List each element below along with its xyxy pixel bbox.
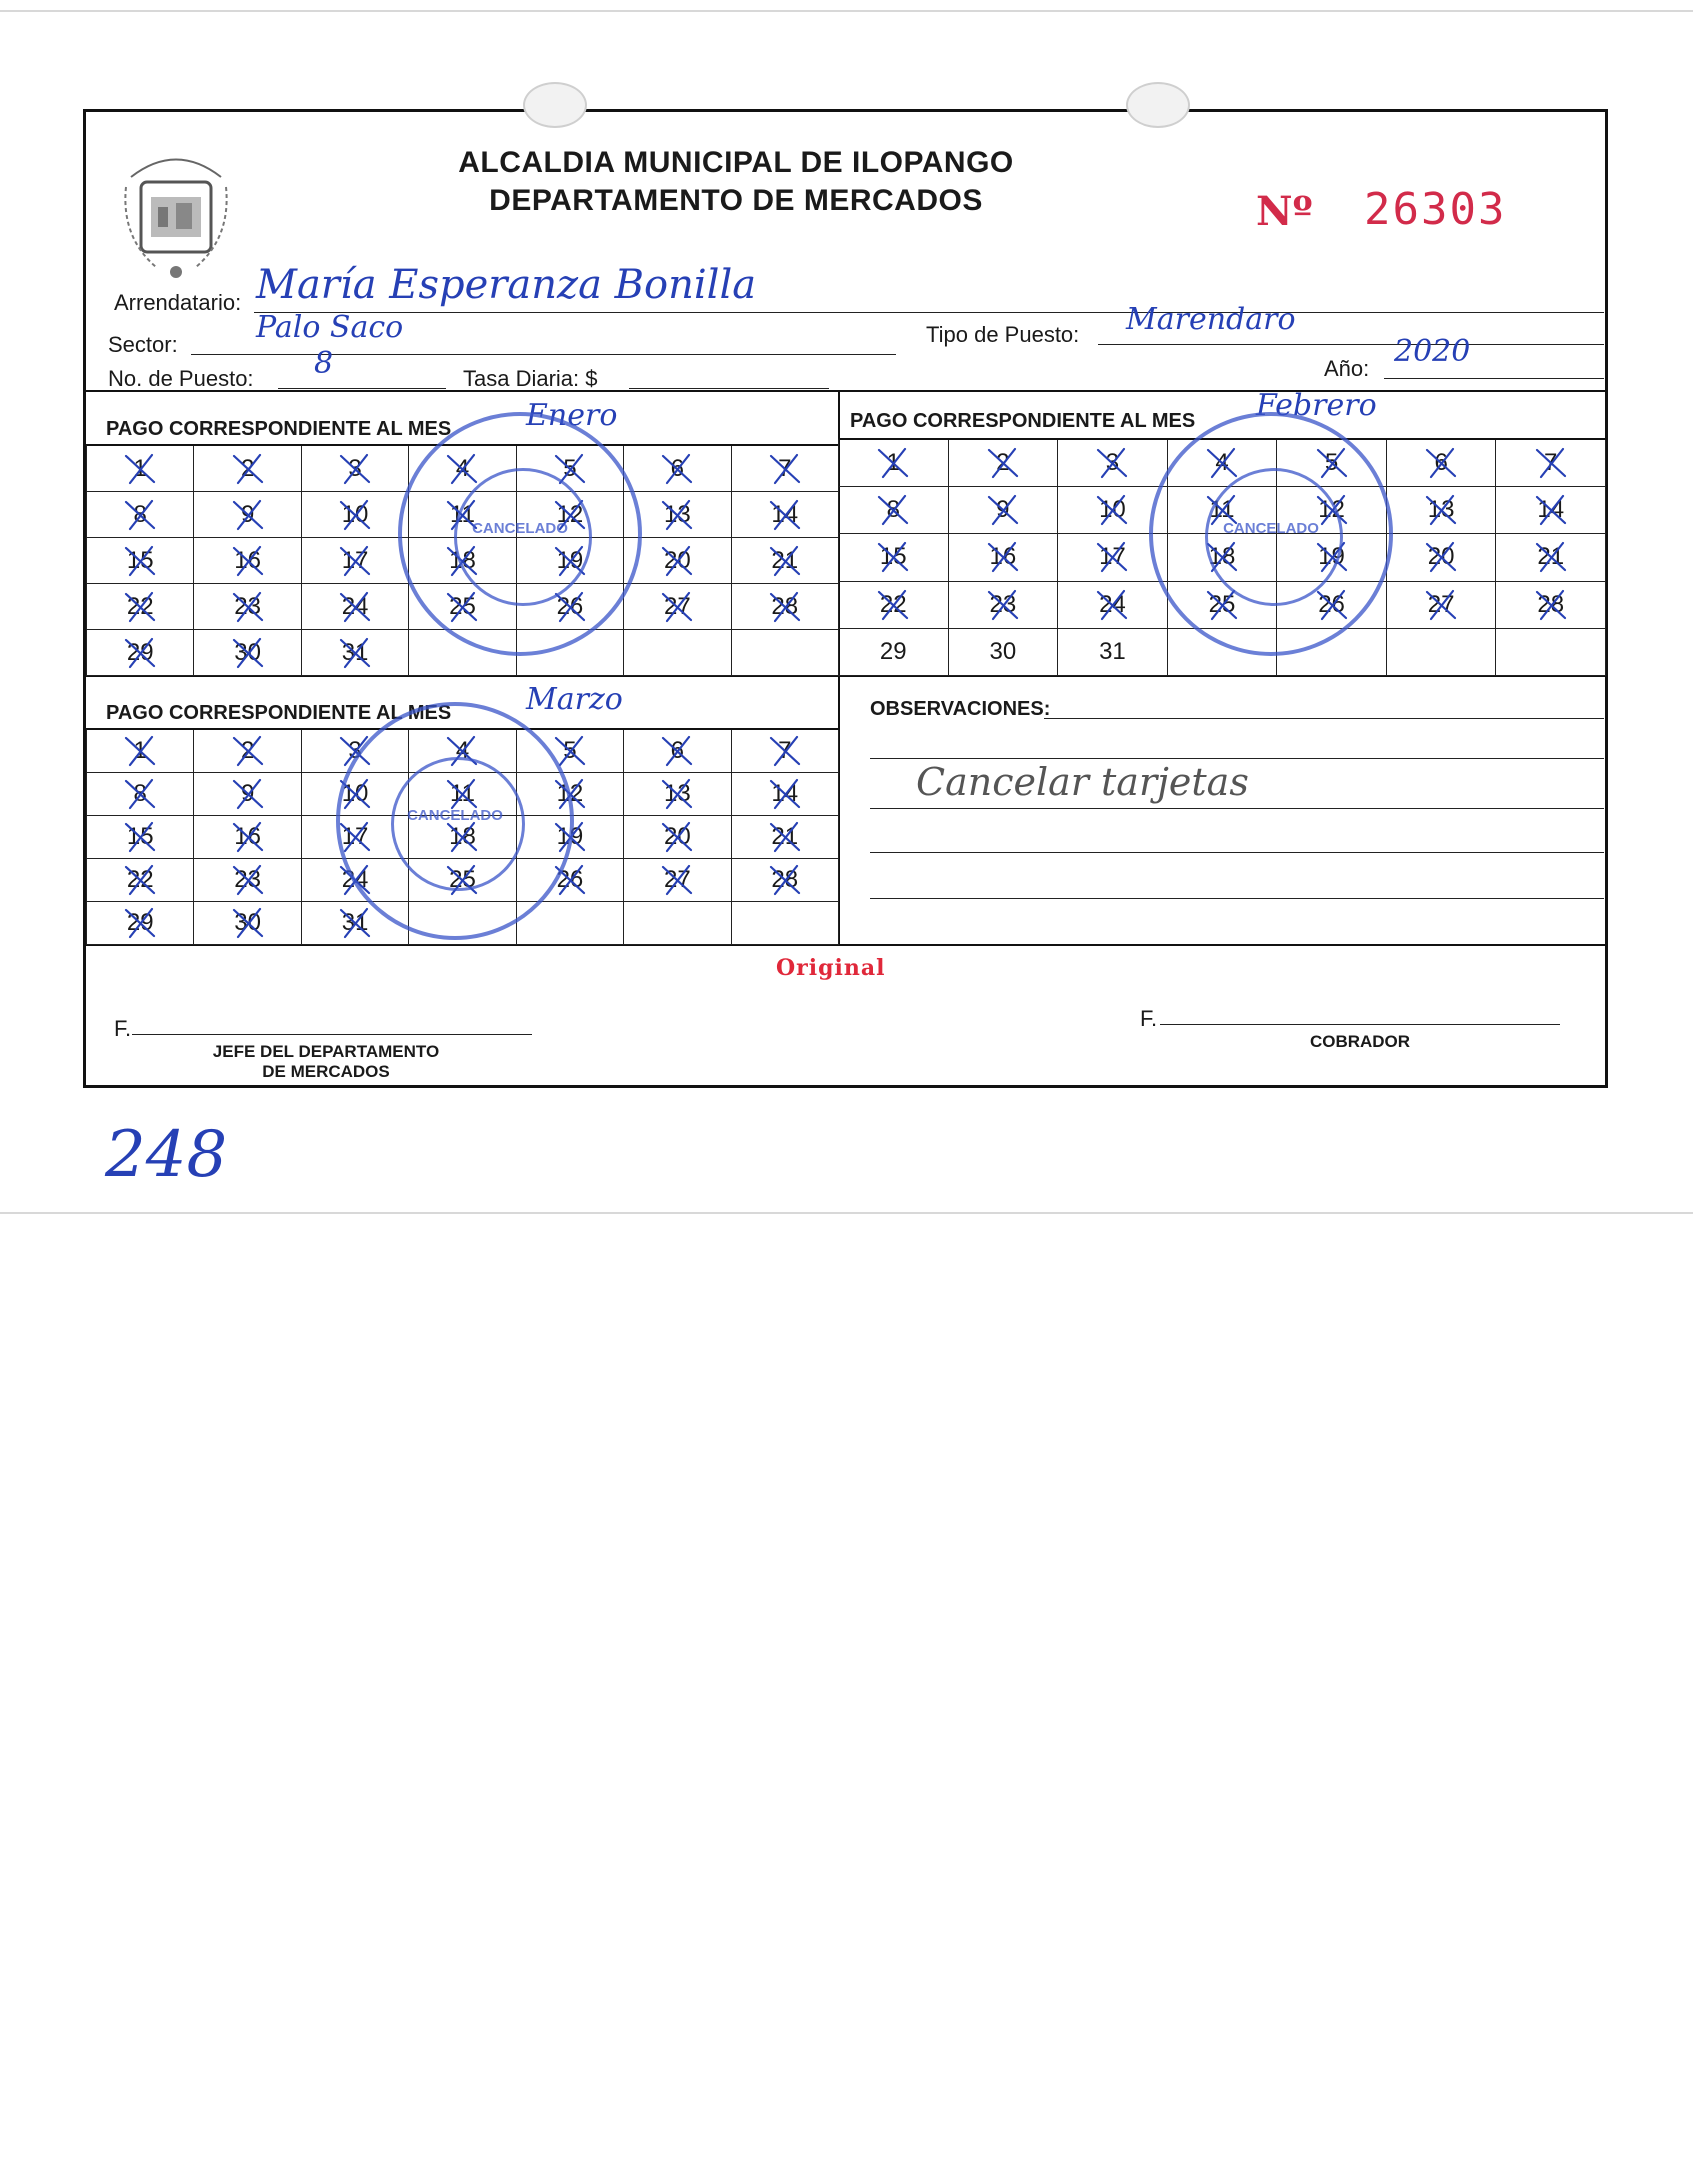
day-number: 15 <box>879 543 907 571</box>
day-cell <box>302 446 409 492</box>
month-name-febrero: Febrero <box>1256 388 1377 423</box>
market-payment-card <box>83 109 1608 1088</box>
day-number: 27 <box>664 866 691 893</box>
sign-right-prefix: F. <box>1140 1006 1158 1031</box>
day-cell <box>624 816 731 859</box>
day-number: 5 <box>1324 449 1339 477</box>
day-number: 10 <box>341 780 369 807</box>
day-number: 17 <box>341 546 369 574</box>
day-number: 30 <box>234 638 261 666</box>
day-number: 6 <box>670 454 685 482</box>
day-number: 25 <box>449 592 476 620</box>
day-cell <box>87 538 194 584</box>
day-cell <box>87 492 194 538</box>
arrendatario-value: María Esperanza Bonilla <box>256 262 757 308</box>
day-number: 27 <box>1427 590 1455 618</box>
day-number: 12 <box>556 780 584 807</box>
serial-number: 26303 <box>1364 184 1507 235</box>
day-cell <box>949 582 1059 629</box>
day-number: 27 <box>664 592 691 620</box>
day-number: 21 <box>1537 543 1565 571</box>
day-number: 5 <box>563 454 577 482</box>
day-number: 8 <box>133 780 147 807</box>
day-cell <box>1496 582 1606 629</box>
day-cell <box>1058 629 1168 676</box>
day-cell <box>624 446 731 492</box>
day-number: 15 <box>126 823 154 850</box>
day-number: 14 <box>771 500 799 528</box>
day-cell <box>949 487 1059 534</box>
day-number: 20 <box>664 823 691 850</box>
day-number: 22 <box>126 592 154 620</box>
day-number: 31 <box>341 909 369 936</box>
sign-left-prefix: F. <box>114 1016 132 1041</box>
observaciones-note: Cancelar tarjetas <box>916 760 1249 804</box>
day-number: 29 <box>126 638 154 666</box>
day-cell <box>194 538 301 584</box>
day-cell <box>1496 440 1606 487</box>
day-cell <box>624 584 731 630</box>
day-number: 24 <box>1099 590 1126 618</box>
day-number: 1 <box>886 449 900 477</box>
bottom-edge <box>0 1212 1693 1214</box>
cobrador-label: COBRADOR <box>1309 1032 1411 1051</box>
day-number: 11 <box>1209 496 1235 524</box>
day-number: 6 <box>1434 449 1448 477</box>
day-number: 7 <box>778 737 792 764</box>
day-number: 7 <box>778 454 792 482</box>
day-number: 4 <box>455 454 470 482</box>
day-cell <box>732 730 839 773</box>
day-number: 30 <box>989 637 1017 665</box>
day-number: 2 <box>240 737 255 764</box>
day-number: 31 <box>1099 637 1126 665</box>
arrendatario-label: Arrendatario: <box>114 290 242 315</box>
tipo-puesto-value: Marendaro <box>1126 302 1296 337</box>
original-mark: Original <box>776 955 886 981</box>
day-number: 5 <box>563 737 577 764</box>
municipal-seal-icon <box>116 137 236 287</box>
day-cell <box>732 584 839 630</box>
day-cell <box>624 859 731 902</box>
day-cell <box>87 584 194 630</box>
day-number: 13 <box>1427 496 1455 524</box>
day-number: 11 <box>450 780 475 807</box>
title-line-2: DEPARTAMENTO DE MERCADOS <box>489 184 983 217</box>
month-name-enero: Enero <box>526 398 618 433</box>
day-cell <box>87 630 194 676</box>
day-cell <box>194 902 301 945</box>
day-cell <box>302 584 409 630</box>
day-cell <box>732 492 839 538</box>
empty-cell <box>624 630 731 676</box>
day-cell <box>87 730 194 773</box>
day-number: 21 <box>771 546 799 574</box>
day-number: 30 <box>234 909 261 936</box>
empty-cell <box>1496 629 1606 676</box>
day-cell <box>1387 534 1497 581</box>
cancelado-stamp-febrero: CANCELADO <box>1149 412 1393 656</box>
day-cell <box>194 816 301 859</box>
day-number: 17 <box>1099 543 1126 571</box>
day-cell <box>839 487 949 534</box>
title-line-1: ALCALDIA MUNICIPAL DE ILOPANGO <box>458 146 1014 179</box>
day-cell <box>194 630 301 676</box>
day-cell <box>839 440 949 487</box>
day-number: 31 <box>341 638 369 666</box>
day-cell <box>302 538 409 584</box>
day-number: 26 <box>556 592 584 620</box>
day-cell <box>1058 440 1168 487</box>
day-cell <box>194 773 301 816</box>
day-number: 17 <box>341 823 369 850</box>
day-number: 19 <box>556 546 584 574</box>
day-number: 8 <box>886 496 900 524</box>
day-cell <box>87 773 194 816</box>
day-number: 25 <box>449 866 476 893</box>
day-number: 15 <box>126 546 154 574</box>
day-cell <box>87 816 194 859</box>
day-cell <box>194 446 301 492</box>
day-cell <box>194 492 301 538</box>
day-number: 3 <box>348 454 362 482</box>
day-cell <box>732 816 839 859</box>
day-cell <box>87 446 194 492</box>
anio-label: Año: <box>1324 356 1370 381</box>
month-title-enero: PAGO CORRESPONDIENTE AL MES <box>106 418 452 440</box>
day-cell <box>1496 487 1606 534</box>
day-number: 22 <box>126 866 154 893</box>
day-cell <box>624 773 731 816</box>
day-cell <box>949 629 1059 676</box>
anio-value: 2020 <box>1394 334 1471 369</box>
day-cell <box>194 859 301 902</box>
day-number: 14 <box>1537 496 1565 524</box>
punch-hole-left <box>523 82 587 128</box>
day-number: 14 <box>771 780 799 807</box>
day-number: 24 <box>341 592 369 620</box>
day-cell <box>1387 582 1497 629</box>
day-cell <box>1058 582 1168 629</box>
day-number: 19 <box>1318 543 1345 571</box>
puesto-label: No. de Puesto: <box>108 366 254 391</box>
day-number: 4 <box>1215 449 1229 477</box>
day-number: 3 <box>1105 449 1120 477</box>
day-number: 23 <box>234 866 261 893</box>
day-number: 20 <box>1427 543 1455 571</box>
day-number: 12 <box>1318 496 1345 524</box>
day-cell <box>302 492 409 538</box>
day-cell <box>87 859 194 902</box>
month-title-marzo: PAGO CORRESPONDIENTE AL MES <box>106 702 452 724</box>
day-cell <box>949 440 1059 487</box>
day-number: 28 <box>771 866 799 893</box>
day-cell <box>194 584 301 630</box>
day-number: 18 <box>449 823 476 850</box>
day-number: 6 <box>670 737 685 764</box>
day-number: 1 <box>133 454 147 482</box>
day-cell <box>839 582 949 629</box>
day-number: 4 <box>455 737 470 764</box>
punch-hole-right <box>1126 82 1190 128</box>
day-number: 8 <box>133 500 147 528</box>
day-number: 2 <box>996 449 1010 477</box>
jefe-label: JEFE DEL DEPARTAMENTO DE MERCADOS <box>212 1042 440 1081</box>
empty-cell <box>732 630 839 676</box>
empty-cell <box>1387 629 1497 676</box>
day-number: 13 <box>664 780 691 807</box>
puesto-value: 8 <box>314 346 334 381</box>
day-number: 7 <box>1544 449 1558 477</box>
month-title-febrero: PAGO CORRESPONDIENTE AL MES <box>850 410 1196 432</box>
month-name-marzo: Marzo <box>526 682 623 717</box>
day-number: 16 <box>989 543 1017 571</box>
day-number: 18 <box>1208 543 1236 571</box>
day-number: 26 <box>556 866 584 893</box>
day-number: 9 <box>240 500 255 528</box>
day-cell <box>87 902 194 945</box>
day-number: 28 <box>771 592 799 620</box>
day-cell <box>302 630 409 676</box>
day-cell <box>839 534 949 581</box>
empty-cell <box>624 902 731 945</box>
day-number: 23 <box>234 592 261 620</box>
cancelado-stamp-marzo: CANCELADO <box>336 702 574 940</box>
day-number: 23 <box>989 590 1017 618</box>
day-number: 19 <box>556 823 584 850</box>
tasa-label: Tasa Diaria: $ <box>463 366 598 391</box>
sector-label: Sector: <box>108 332 178 357</box>
day-number: 22 <box>879 590 907 618</box>
sector-value: Palo Saco <box>256 310 404 345</box>
tipo-puesto-label: Tipo de Puesto: <box>926 322 1080 347</box>
cancelado-stamp-enero: CANCELADO <box>398 412 642 656</box>
day-number: 11 <box>450 500 475 528</box>
day-number: 10 <box>1099 496 1126 524</box>
day-cell <box>732 538 839 584</box>
day-number: 9 <box>996 496 1010 524</box>
day-cell <box>194 730 301 773</box>
day-number: 24 <box>341 866 369 893</box>
day-number: 10 <box>341 500 369 528</box>
day-cell <box>624 730 731 773</box>
day-number: 9 <box>240 780 255 807</box>
day-number: 16 <box>234 546 261 574</box>
day-number: 2 <box>240 454 255 482</box>
day-number: 18 <box>449 546 476 574</box>
page-number: 248 <box>105 1118 228 1192</box>
day-number: 21 <box>771 823 799 850</box>
day-cell <box>732 859 839 902</box>
day-number: 1 <box>133 737 147 764</box>
day-cell <box>732 773 839 816</box>
day-cell <box>1496 534 1606 581</box>
day-number: 20 <box>664 546 691 574</box>
top-edge <box>0 10 1693 12</box>
day-number: 3 <box>348 737 362 764</box>
day-number: 29 <box>126 909 154 936</box>
day-number: 29 <box>879 637 907 665</box>
day-number: 12 <box>556 500 584 528</box>
day-number: 13 <box>664 500 691 528</box>
observaciones-label: OBSERVACIONES: <box>870 698 1051 720</box>
day-number: 16 <box>234 823 261 850</box>
day-number: 28 <box>1537 590 1565 618</box>
day-number: 26 <box>1318 590 1345 618</box>
empty-cell <box>732 902 839 945</box>
day-number: 25 <box>1208 590 1236 618</box>
day-cell <box>1387 487 1497 534</box>
day-cell <box>1387 440 1497 487</box>
day-cell <box>839 629 949 676</box>
day-cell <box>732 446 839 492</box>
day-cell <box>949 534 1059 581</box>
number-label: Nº <box>1256 188 1313 235</box>
